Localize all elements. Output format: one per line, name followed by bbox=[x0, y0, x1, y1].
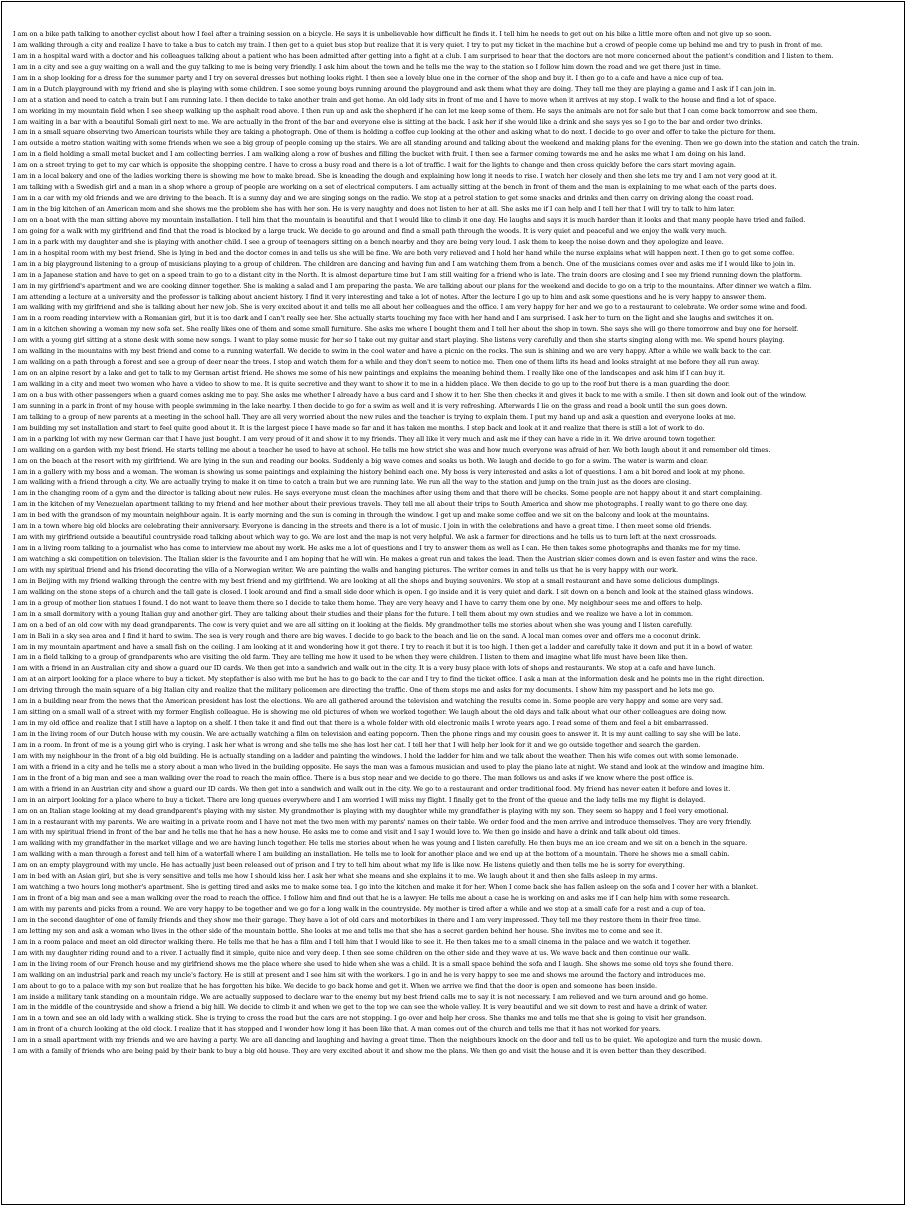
text-line: I am on a street trying to get to my car which is opposite the shopping centre. I have to cross a busy road and there is a lot of traffic. I wait for the lights to change and then cross quickly before the cars start moving again. bbox=[13, 161, 736, 170]
text-line: I am walking with a friend through a city. We are actually trying to make it on time to catch a train but we are running late. We run all the way to the station and jump on the train just as the doors are closing. bbox=[13, 478, 691, 487]
text-line: I am with a friend in an Austrian city and show a guard our ID cards. We then get into a sandwich and walk out in the city. We go to a restaurant and order traditional food. My friend has never eaten it before and loves it. bbox=[13, 784, 731, 793]
text-line: I am in a field talking to a group of grandparents who are visiting the old farm. They are telling me how it used to be when they were children. I listen to them and imagine what life must have been like then. bbox=[13, 653, 688, 662]
text-line: I am in a small square observing two American tourists while they are taking a photograph. One of them is holding a coffee cup looking at the other and asking what to do next. I decide to go over and offer to take the picture for them. bbox=[13, 128, 776, 137]
text-line: I am in a town and see an old lady with a walking stick. She is trying to cross the road but the cars are not stopping. I go over and help her cross. She thanks me and tells me that she is going to visit her grandson. bbox=[13, 1014, 707, 1023]
text-line: I am in a room palace and meet an old director walking there. He tells me that he has a film and I tell him that I would like to see it. He then takes me to a small cinema in the palace and we watch it together. bbox=[13, 937, 691, 946]
text-line: I am in a kitchen showing a woman my new sofa set. She really likes one of them and some small furniture. She asks me where I bought them and I tell her about the shop in town. She says she will go there tomorrow and buy one for herself. bbox=[13, 325, 799, 334]
text-line: I am in a parking lot with my new German car that I have just bought. I am very proud of it and show it to my friends. They all like it very much and ask me if they can have a ride in it. We drive around town together. bbox=[13, 434, 716, 443]
text-line: I am with my neighbour in the front of a big old building. He is actually standing on a ladder and painting the windows. I hold the ladder for him and we talk about the weather. Then his wife comes out with some lemonade. bbox=[13, 751, 739, 760]
text-line: I am walking with my girlfriend and she is talking about her new job. She is very excited about it and tells me all about her colleagues and the office. I am very happy for her and we go to a restaurant to celebrate. We order some wine and food. bbox=[13, 303, 808, 312]
text-line: I am on an alpine resort by a lake and get to talk to my German artist friend. He shows me some of his new paintings and explains the meaning behind them. I really like one of the landscapes and ask him if I can buy it. bbox=[13, 369, 725, 378]
text-line: I am walking with my grandfather in the market village and we are having lunch together. He tells me stories about when he was young and I listen carefully. He then buys me an ice cream and we sit on a bench in the square. bbox=[13, 839, 748, 848]
text-line: I am talking with a Swedish girl and a man in a shop where a group of people are working on a set of electrical computers. I am actually sitting at the bench in front of them and the man is explaining to me what each of the parts does. bbox=[13, 183, 777, 192]
text-line: I am sunning in a park in front of my house with people swimming in the lake nearby. I then decide to go for a swim as well and it is very refreshing. Afterwards I lie on the grass and read a book until the sun goes down. bbox=[13, 401, 728, 410]
text-line: I am in front of a church looking at the old clock. I realize that it has stopped and I wonder how long it has been like that. A man comes out of the church and tells me that it has not worked for years. bbox=[13, 1025, 661, 1034]
text-line: I am in a building near from the news that the American president has lost the elections. We are all gathered around the television and watching the results come in. Some people are very happy and some are very sad. bbox=[13, 697, 723, 706]
text-line: I am in a car with my old friends and we are driving to the beach. It is a sunny day and we are singing songs on the radio. We stop at a petrol station to get some snacks and drinks and then carry on driving along the coast road. bbox=[13, 194, 754, 203]
text-line: I am inside a military tank standing on a mountain ridge. We are actually supposed to declare war to the enemy but my best friend calls me to say it is not necessary. I am relieved and we turn around and go home. bbox=[13, 992, 708, 1001]
text-line: I am in a group of mother lion statues I found. I do not want to leave them there so I decide to take them home. They are very heavy and I have to carry them one by one. My neighbour sees me and offers to help. bbox=[13, 598, 703, 607]
text-line: I am in an airport looking for a place where to buy a ticket. There are long queues everywhere and I am worried I will miss my flight. I finally get to the front of the queue and the lady tells me my flight is delayed. bbox=[13, 795, 706, 804]
text-line: I am at a station and need to catch a train but I am running late. I then decide to take another train and get home. An old lady sits in front of me and I have to move when it arrives at my stop. I walk to the house and find a lot of space. bbox=[13, 95, 777, 104]
text-line: I am in a hospital room with my best friend. She is lying in bed and the doctor comes in and tells us she will be fine. We are both very relieved and I hold her hand while the nurse explains what will happen next. I then go to get some coffee. bbox=[13, 248, 795, 257]
text-line: I am in a Japanese station and have to get on a speed train to go to a distant city in the North. It is almost departure time but I am still waiting for a friend who is late. The train doors are closing and I see my friend running down the platform. bbox=[13, 270, 802, 279]
text-line: I am in a small dormitory with a young Italian guy and another girl. They are talking about their studies and their plans for the future. I tell them about my own studies and we realize we have a lot in common. bbox=[13, 609, 693, 618]
text-line: I am in a living room talking to a journalist who has come to interview me about my work. He asks me a lot of questions and I try to answer them as well as I can. He then takes some photographs and thanks me for my time. bbox=[13, 544, 741, 553]
text-line: I am in Bali in a sky sea area and I find it hard to swim. The sea is very rough and there are big waves. I decide to go back to the beach and lie on the sand. A local man comes over and offers me a coconut drink. bbox=[13, 631, 701, 640]
text-line: I am on a bus with other passengers when a guard comes asking me to pay. She asks me whether I already have a bus card and I show it to her. She then checks it and gives it back to me with a smile. I then sit down and look out of the window. bbox=[13, 390, 807, 399]
text-line: I am in a big playground listening to a group of musicians playing to a group of children. The children are dancing and having fun and I am watching them from a bench. One of the musicians comes over and asks me if I would like to join in. bbox=[13, 259, 796, 268]
text-line: I am walking with a man through a forest and tell him of a waterfall where I am building an installation. He tells me to look for another place and we end up at the bottom of a mountain. There he shows me a small cabin. bbox=[13, 850, 730, 859]
text-line: I am driving through the main square of a big Italian city and realize that the military policemen are directing the traffic. One of them stops me and asks for my documents. I show him my passport and he lets me go. bbox=[13, 686, 715, 695]
text-line: I am with my girlfriend outside a beautiful countryside road talking about which way to go. We are lost and the map is not very helpful. We ask a farmer for directions and he tells us to turn left at the next crossroads. bbox=[13, 533, 717, 542]
document-text-body bbox=[13, 29, 899, 1179]
text-line: I am walking on a path through a forest and see a group of deer near the trees. I stop and watch them for a while and they don't seem to notice me. Then one of them lifts its head and looks straight at me before they all run away. bbox=[13, 358, 760, 367]
text-line: I am with a friend in an Australian city and show a guard our ID cards. We then get into a sandwich and walk out in the city. It is a very busy place with lots of shops and restaurants. We stop at a cafe and have lunch. bbox=[13, 664, 716, 673]
text-line: I am talking to a group of new parents at a meeting in the school hall. They are all very worried about the new rules and the teacher is trying to explain them. I put my hand up and ask a question and everyone looks at me. bbox=[13, 412, 736, 421]
text-line: I am with my spiritual friend and his friend decorating the villa of a Norwegian writer. We are painting the walls and hanging pictures. The writer comes in and tells us that he is very happy with our work. bbox=[13, 565, 679, 574]
text-line: I am in a city and see a guy waiting on a wall and the guy talking to me is being very friendly. I ask him about the town and he tells me the way to the station so I follow him down the road and we get there just in time. bbox=[13, 62, 721, 71]
text-line: I am in my girlfriend's apartment and we are cooking dinner together. She is making a salad and I am preparing the pasta. We are talking about our plans for the weekend and decide to go on a trip to the mountains. After dinner we watch a film. bbox=[13, 281, 812, 290]
text-line: I am at an airport looking for a place where to buy a ticket. My stepfather is also with me but he has to go back to the car and I try to find the ticket office. I ask a man at the information desk and he points me in the right direction. bbox=[13, 675, 765, 684]
text-line: I am in a shop looking for a dress for the summer party and I try on several dresses but nothing looks right. I then see a lovely blue one in the corner of the shop and buy it. I then go to a cafe and have a nice cup of tea. bbox=[13, 73, 724, 82]
text-line: I am in a restaurant with my parents. We are waiting in a private room and I have not met the two men with my parents' names on their table. We order food and the men arrive and introduce themselves. They are very friendly. bbox=[13, 817, 752, 826]
document-page bbox=[1, 1, 905, 1205]
text-line: I am walking on an industrial park and reach my uncle's factory. He is still at present and I see him sit with the workers. I go in and he is very happy to see me and shows me around the factory and introduces me. bbox=[13, 970, 706, 979]
text-line: I am building my set installation and start to feel quite good about it. It is the largest piece I have made so far and it has taken me months. I step back and look at it and realize that there is still a lot of work to do. bbox=[13, 423, 705, 432]
text-line: I am watching a two hours long mother's apartment. She is getting tired and asks me to make some tea. I go into the kitchen and make it for her. When I come back she has fallen asleep on the sofa and I cover her with a blanket. bbox=[13, 883, 758, 892]
text-line: I am on a bike path talking to another cyclist about how I feel after a training session on a bicycle. He says it is unbelievable how difficult he finds it. I tell him he needs to get out on his bike a little more often and not give up so soon. bbox=[13, 30, 772, 38]
text-line: I am with a young girl sitting at a stone desk with some new songs. I want to play some music for her so I take out my guitar and start playing. She listens very carefully and then she starts singing along with me. We spend hours playing. bbox=[13, 336, 785, 345]
text-line: I am in bed with the grandson of my mountain neighbour again. It is early morning and the sun is coming in through the window. I get up and make some coffee and we sit on the balcony and look at the mountains. bbox=[13, 511, 710, 520]
text-line: I am walking on the stone steps of a church and the tall gate is closed. I look around and find a small side door which is open. I go inside and it is very quiet and dark. I sit down on a bench and look at the stained glass windows. bbox=[13, 587, 754, 596]
text-line: I am in my mountain apartment and have a small fish on the ceiling. I am looking at it and wondering how it got there. I try to reach it but it is too high. I then get a ladder and carefully take it down and put it in a bowl of water. bbox=[13, 642, 753, 651]
text-line: I am in the front of a big man and see a man walking over the road to reach the main office. There is a bus stop near and we decide to go there. The man follows us and asks if we know where the post office is. bbox=[13, 773, 694, 782]
text-line: I am on an empty playground with my uncle. He has actually just been released out of prison and I try to tell him about what my life is like now. He listens quietly and then tells me he is sorry for everything. bbox=[13, 861, 685, 870]
text-line: I am outside a metro station waiting with some friends when we see a big group of people coming up the stairs. We are all standing around and talking about the weekend and making plans for the evening. Then we go down into the station and catch the train. bbox=[13, 139, 860, 148]
text-line: I am in front of a big man and see a man walking over the road to reach the office. I follow him and find out that he is a lawyer. He tells me about a case he is working on and asks me if I can help him with some research. bbox=[13, 894, 730, 903]
text-line: I am on a boat with the man sitting above my mountain installation. I tell him that the mountain is beautiful and that I would like to climb it one day. He laughs and says it is much harder than it looks and that many people have tried and failed. bbox=[13, 215, 806, 224]
text-line: I am sitting on a small wall of a street with my former English colleague. He is showing me old pictures of when we worked together. We laugh about the old days and talk about what our other colleagues are doing now. bbox=[13, 708, 727, 717]
text-line: I am in a gallery with my boss and a woman. The woman is showing us some paintings and explaining the history behind each one. My boss is very interested and asks a lot of questions. I am a bit bored and look at my phone. bbox=[13, 467, 745, 476]
text-line: I am in a small apartment with my friends and we are having a party. We are all dancing and laughing and having a great time. Then the neighbours knock on the door and tell us to be quiet. We apologize and turn the music down. bbox=[13, 1036, 763, 1045]
text-line: I am in the living room of our Dutch house with my cousin. We are actually watching a film on television and eating popcorn. Then the phone rings and my cousin goes to answer it. It is my aunt calling to say she will be late. bbox=[13, 730, 741, 738]
text-line: I am walking through a city and realize I have to take a bus to catch my train. I then get to a quiet bus stop but realize that it is very quiet. I try to put my ticket in the machine but a crowd of people come up behind me and try to push in front of me. bbox=[13, 40, 823, 49]
text-line: I am in a Dutch playground with my friend and she is playing with some children. I see some young boys running around the playground and ask them what they are doing. They tell me they are playing a game and I ask if I can join in. bbox=[13, 84, 777, 93]
text-line: I am on the beach at the resort with my girlfriend. We are lying in the sun and reading our books. Suddenly a big wave comes and soaks us both. We laugh and decide to go for a swim. The water is warm and clear. bbox=[13, 456, 709, 465]
text-line: I am in the living room of our French house and my girlfriend shows me the place where she used to hide when she was a child. It is a small space behind the sofa and I laugh. She shows me some old toys she found there. bbox=[13, 959, 734, 968]
text-line: I am in the big kitchen of an American mom and she shows me the problem she has with her son. He is very naughty and does not listen to her at all. She asks me if I can help and I tell her that I will try to talk to him later. bbox=[13, 205, 735, 213]
text-line: I am in Beijing with my friend walking through the centre with my best friend and my girlfriend. We are looking at all the shops and buying souvenirs. We stop at a small restaurant and have some delicious dumplings. bbox=[13, 576, 720, 585]
text-line: I am letting my son and ask a woman who lives in the other side of the mountain bottle. She looks at me and tells me that she has a secret garden behind her house. She invites me to come and see it. bbox=[13, 926, 663, 935]
text-line: I am in a field holding a small metal bucket and I am collecting berries. I am walking along a row of bushes and filling the bucket with fruit. I then see a farmer coming towards me and he asks me what I am doing on his land. bbox=[13, 150, 746, 159]
text-line: I am working in my mountain field when I see sheep walking up the asphalt road above. I then run up and ask the shepherd if he can let me keep some of them. He says the animals are not for sale but that I can come back tomorrow and see them. bbox=[13, 106, 818, 115]
text-line: I am going for a walk with my girlfriend and find that the road is blocked by a large truck. We decide to go around and find a small path through the woods. It is very quiet and peaceful and we enjoy the walk very much. bbox=[13, 226, 727, 235]
text-line: I am with a family of friends who are being paid by their bank to buy a big old house. They are very excited about it and show me the plans. We then go and visit the house and it is even better than they described. bbox=[13, 1047, 707, 1056]
text-line: I am with my parents and picks from a round. We are very happy to be together and we go for a long walk in the countryside. My mother is tired after a while and we stop at a small cafe for a rest and a cup of tea. bbox=[13, 905, 706, 913]
text-line: I am in the second daughter of one of family friends and they show me their garage. They have a lot of old cars and motorbikes in there and I am very impressed. They tell me they restore them in their free time. bbox=[13, 915, 701, 924]
text-line: I am in a room reading interview with a Romanian girl, but it is too dark and I can't really see her. She actually starts touching my face with her hand and I am surprised. I ask her to turn on the light and she laughs and switches it on. bbox=[13, 314, 774, 323]
text-line: I am watching a ski competition on television. The Italian skier is the favourite and I am hoping that he will win. He makes a great run and takes the lead. Then the Austrian skier comes down and is even faster and wins the race. bbox=[13, 555, 758, 563]
text-line: I am on a bed of an old cow with my dead grandparents. The cow is very quiet and we are all sitting on it looking at the fields. My grandmother tells me stories about when she was young and I listen carefully. bbox=[13, 620, 693, 629]
text-line: I am waiting in a bar with a beautiful Somali girl next to me. We are actually in the front of the bar and everyone else is sitting at the back. I ask her if she would like a drink and she says yes so I go to the bar and order two drinks. bbox=[13, 117, 763, 126]
text-line: I am in the changing room of a gym and the director is talking about new rules. He says everyone must clean the machines after using them and that there will be checks. Some people are not happy about it and start complaining. bbox=[13, 489, 763, 498]
text-line: I am with my daughter riding round and to a river. I actually find it simple, quite nice and very deep. I then see some children on the other side and they wave at us. We wave back and then continue our walk. bbox=[13, 948, 690, 957]
text-line: I am walking in a city and meet two women who have a video to show to me. It is quite secretive and they want to show it to me in a hidden place. We then decide to go up to the roof but there is a man guarding the door. bbox=[13, 380, 730, 388]
text-line: I am in a local bakery and one of the ladies working there is showing me how to make bread. She is kneading the dough and explaining how long it needs to rise. I watch her closely and then she lets me try and I am not very good at it. bbox=[13, 172, 777, 181]
text-line: I am in a town where big old blocks are celebrating their anniversary. Everyone is dancing in the streets and there is a lot of music. I join in with the celebrations and have a great time. I then meet some old friends. bbox=[13, 522, 712, 531]
text-line: I am in a park with my daughter and she is playing with another child. I see a group of teenagers sitting on a bench nearby and they are being very loud. I ask them to keep the noise down and they apologize and leave. bbox=[13, 237, 724, 246]
text-line: I am attending a lecture at a university and the professor is talking about ancient history. I find it very interesting and take a lot of notes. After the lecture I go up to him and ask some questions and he is very happy to answer them. bbox=[13, 292, 767, 301]
text-line: I am in a room. In front of me is a young girl who is crying. I ask her what is wrong and she tells me she has lost her cat. I tell her that I will help her look for it and we go outside together and search the garden. bbox=[13, 740, 701, 749]
text-line: I am with a friend in a city and he tells me a story about a man who lived in the building opposite. He says the man was a famous musician and used to play the piano late at night. We stand and look at the window and imagine him. bbox=[13, 762, 765, 771]
text-line: I am with my spiritual friend in front of the bar and he tells me that he has a new house. He asks me to come and visit and I say I would love to. We then go inside and have a drink and talk about old times. bbox=[13, 828, 681, 837]
text-line: I am walking on a garden with my best friend. He starts telling me about a teacher he used to have at school. He tells me how strict she was and how much everyone was afraid of her. We both laugh about it and remember old times. bbox=[13, 445, 771, 454]
text-line: I am in a hospital ward with a doctor and his colleagues talking about a patient who has been admitted after getting into a fight at a club. I am surprised to hear that the doctors are not more concerned about the patient's condition and I listen to them. bbox=[13, 51, 834, 60]
text-line: I am in the kitchen of my Venezuelan apartment talking to my friend and her mother about their previous travels. They tell me all about their trips to South America and show me photographs. I really want to go there one day. bbox=[13, 500, 748, 509]
text-line: I am in the middle of the countryside and show a friend a big hill. We decide to climb it and when we get to the top we can see the whole valley. It is very beautiful and we sit down to rest and have a drink of water. bbox=[13, 1003, 708, 1012]
text-line: I am in my old office and realize that I still have a laptop on a shelf. I then take it and find out that there is a whole folder with old electronic mails I wrote years ago. I read some of them and feel a bit embarrassed. bbox=[13, 719, 709, 728]
text-line: I am walking in the mountains with my best friend and come to a running waterfall. We decide to swim in the cool water and have a picnic on the rocks. The sun is shining and we are very happy. After a while we walk back to the car. bbox=[13, 347, 771, 356]
text-line: I am about to go to a palace with my son but realize that he has forgotten his bike. We decide to go back home and get it. When we arrive we find that the door is open and someone has been inside. bbox=[13, 981, 657, 990]
text-line: I am on an Italian stage looking at my dead grandparent's playing with my sister. My grandmother is playing with my daughter while my grandfather is playing with my son. They seem so happy and I feel very emotional. bbox=[13, 806, 729, 815]
text-line: I am in bed with an Asian girl, but she is very sensitive and tells me how I should kiss her. I ask her what she means and she explains it to me. We laugh about it and then she falls asleep in my arms. bbox=[13, 872, 658, 881]
